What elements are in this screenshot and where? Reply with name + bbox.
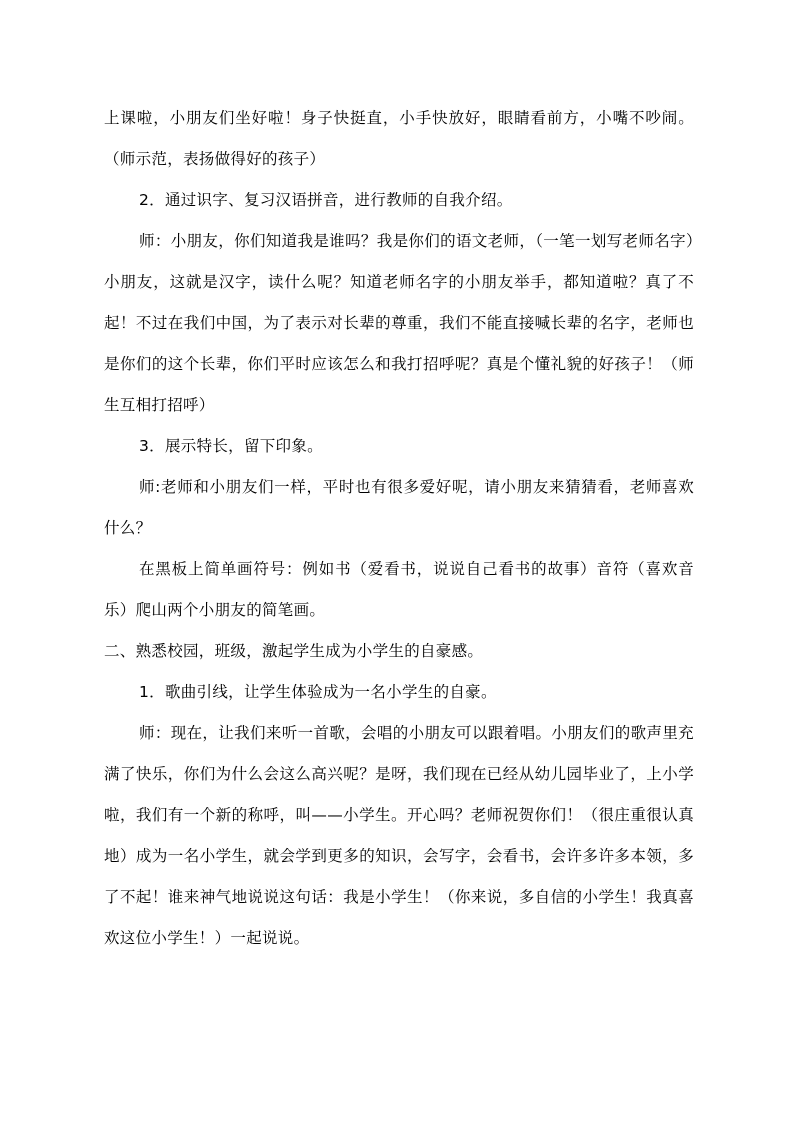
paragraph-blackboard-symbols: 在黑板上简单画符号：例如书（爱看书，说说自己看书的故事）音符（喜欢音乐）爬山两个小朋友的简笔画。 — [104, 560, 694, 619]
paragraph-step-3-heading: 3．展示特长，留下印象。 — [139, 437, 323, 455]
paragraph-song-intro: 师：现在，让我们来听一首歌，会唱的小朋友可以跟着唱。小朋友们的歌声里充满了快乐，你们为什么会这么高兴呢？是呀，我们现在已经从幼儿园毕业了，上小学啦，我们有一个新的称呼，叫——小学生。开心吗？老师祝贺你们！（很庄重很认真地）成为一名小学生，就会学到更多的知识，会写字，会看书，会许多许多本领，多了不起！谁来神气地说说这句话：我是小学生！（你来说，多自信的小学生！我真喜欢这位小学生！）一起说说。 — [104, 724, 694, 947]
paragraph-teacher-hobbies: 师:老师和小朋友们一样，平时也有很多爱好呢，请小朋友来猜猜看，老师喜欢什么？ — [104, 478, 694, 537]
paragraph-step-1-heading: 1．歌曲引线，让学生体验成为一名小学生的自豪。 — [139, 683, 497, 701]
section-heading-2: 二、熟悉校园，班级，激起学生成为小学生的自豪感。 — [104, 642, 484, 660]
paragraph-step-2-heading: 2．通过识字、复习汉语拼音，进行教师的自我介绍。 — [139, 191, 513, 209]
document-page — [104, 98, 694, 959]
paragraph-teacher-intro: 师：小朋友，你们知道我是谁吗？我是你们的语文老师，（一笔一划写老师名字）小朋友，这就是汉字，读什么呢？知道老师名字的小朋友举手，都知道啦？真了不起！不过在我们中国，为了表示对长辈的尊重，我们不能直接喊长辈的名字，老师也是你们的这个长辈，你们平时应该怎么和我打招呼呢？真是个懂礼貌的好孩子！（师生互相打招呼） — [104, 232, 694, 414]
paragraph-opening: 上课啦，小朋友们坐好啦！身子快挺直，小手快放好，眼睛看前方，小嘴不吵闹。（师示范，表扬做得好的孩子） — [104, 109, 694, 168]
